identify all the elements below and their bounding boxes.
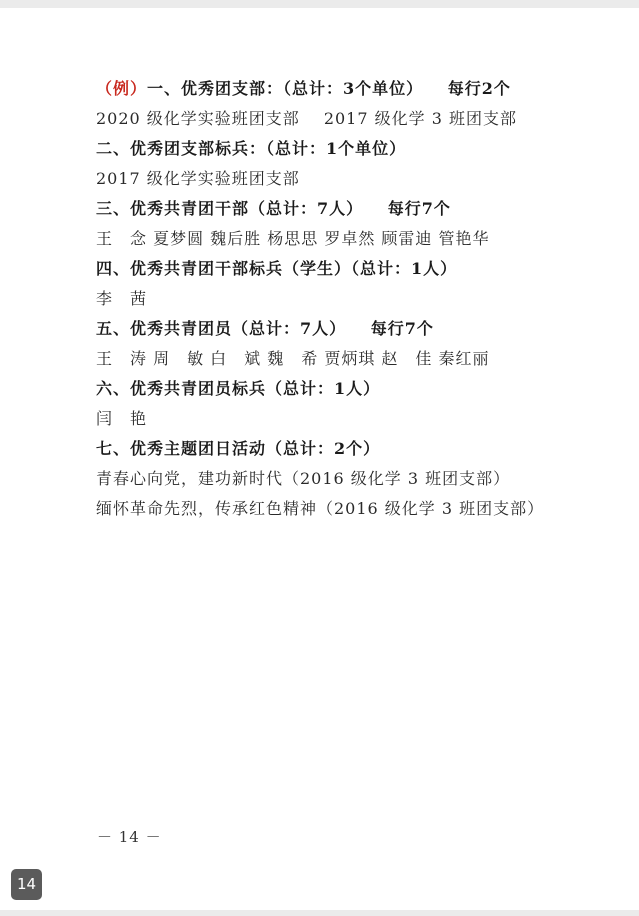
section-1-note: 每行2个 [447,79,511,98]
section-5-note: 每行7个 [370,319,434,338]
section-3-entry-1: 王 念 夏梦圆 魏后胜 杨思思 罗卓然 顾雷迪 管艳华 [96,229,490,248]
section-7-entry-1: 青春心向党，建功新时代（2016 级化学 3 班团支部） [96,469,511,488]
section-5-entry-1: 王 涛 周 敏 白 斌 魏 希 贾炳琪 赵 佳 秦红丽 [96,349,490,368]
bottom-border [0,910,639,916]
section-4-heading: 四、优秀共青团干部标兵（学生）（总计：1人） [96,259,458,278]
example-tag: （例） [96,79,148,98]
section-3-heading [96,194,616,224]
section-1-entries [96,104,616,134]
document-body [96,74,616,524]
section-4-entry-1: 李 茜 [96,289,148,308]
section-6-heading: 六、优秀共青团员标兵（总计：1人） [96,379,381,398]
page-badge[interactable]: 14 [11,869,42,900]
top-border [0,0,639,8]
section-7-heading: 七、优秀主题团日活动（总计：2个） [96,439,381,458]
section-6-entry-1: 闫 艳 [96,409,148,428]
section-3-note: 每行7个 [387,199,451,218]
section-1-entry-2: 2017 级化学 3 班团支部 [323,109,517,128]
section-5-title: 五、优秀共青团员（总计：7人） [96,319,347,338]
section-2-heading: 二、优秀团支部标兵：（总计：1个单位） [96,139,407,158]
section-5-heading [96,314,616,344]
section-3-title: 三、优秀共青团干部（总计：7人） [96,199,364,218]
section-2-entry-1: 2017 级化学实验班团支部 [96,169,300,188]
section-1-entry-1: 2020 级化学实验班团支部 [96,109,300,128]
section-1-heading [96,74,616,104]
section-7-entry-2: 缅怀革命先烈，传承红色精神（2016 级化学 3 班团支部） [96,499,545,518]
section-1-title: 一、优秀团支部：（总计：3个单位） [147,79,424,98]
page-number: － 14 － [97,828,162,846]
